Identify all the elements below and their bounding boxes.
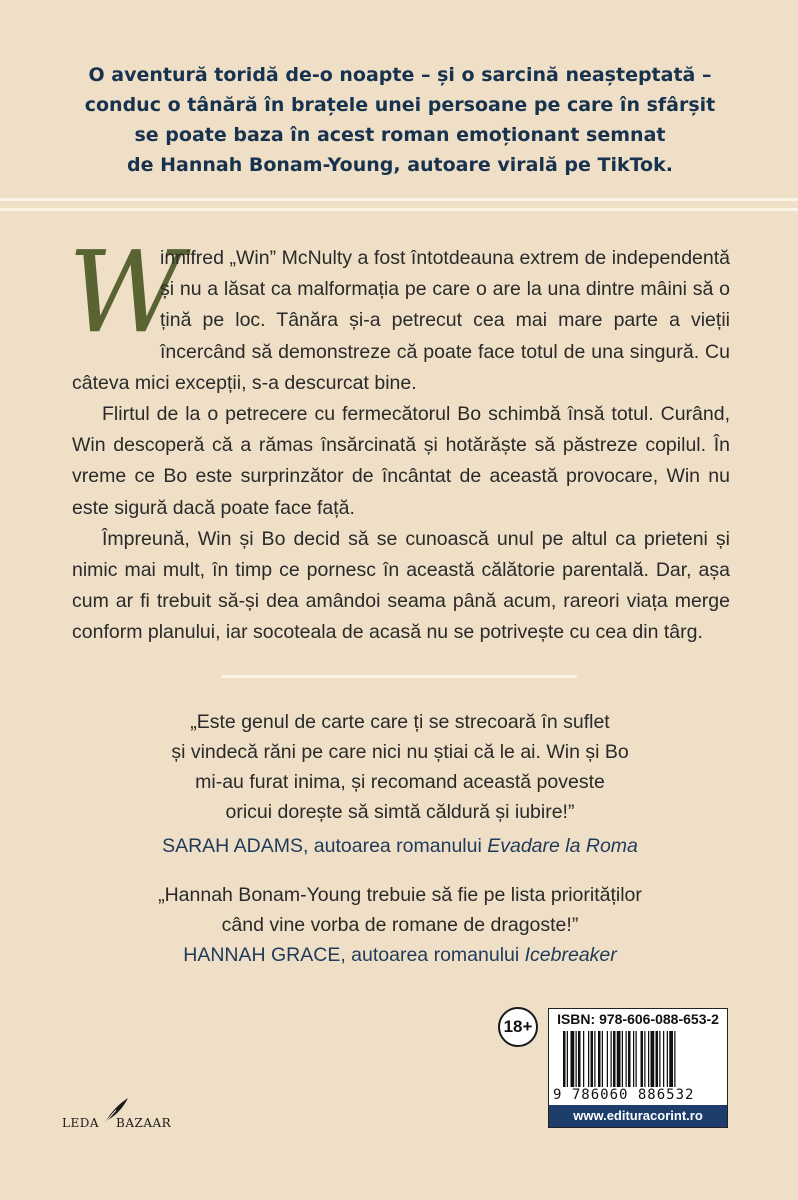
barcode-bar [611, 1031, 612, 1087]
publisher-name-right: BAZAAR [116, 1116, 172, 1130]
quote-line: oricui dorește să simtă căldură și iubire!” [225, 801, 575, 823]
quote-attribution [60, 831, 740, 861]
tagline [60, 60, 740, 180]
quote-line: „Este genul de carte care ți se strecoară în suflet [190, 711, 610, 733]
barcode-bar [644, 1031, 645, 1087]
attribution-book: Evadare la Roma [487, 835, 638, 857]
quote-attribution [60, 940, 740, 970]
isbn-digits: 9 786060 886532 [553, 1087, 695, 1103]
short-divider [221, 675, 577, 678]
quote-line: mi-au furat inima, și recomand această poveste [195, 771, 605, 793]
review-quote [60, 880, 740, 970]
tagline-line: conduc o tânără în brațele unei persoane pe care în sfârșit [84, 94, 716, 116]
attribution-book: Icebreaker [524, 944, 617, 966]
barcode-bar [607, 1031, 608, 1087]
barcode-bar [588, 1031, 589, 1087]
barcode-bar [617, 1031, 621, 1087]
barcode-bar [648, 1031, 649, 1087]
barcode-bar [622, 1031, 623, 1087]
barcode-bar [674, 1031, 675, 1087]
barcode-bar [598, 1031, 601, 1087]
divider-line [0, 198, 798, 201]
barcode-bar [567, 1031, 568, 1087]
barcode-bar [591, 1031, 594, 1087]
isbn-barcode-box [548, 1008, 728, 1128]
barcode-bar [663, 1031, 664, 1087]
synopsis-paragraph [68, 228, 730, 399]
barcode-bar [669, 1031, 673, 1087]
barcode-bar [576, 1031, 577, 1087]
tagline-line: se poate baza în acest roman emoționant semnat [134, 124, 666, 146]
age-rating-badge: 18+ [498, 1007, 538, 1047]
review-quote [60, 707, 740, 861]
barcode-bar [563, 1031, 566, 1087]
synopsis-paragraph: Flirtul de la o petrecere cu fermecătorul Bo schimbă însă totul. Curând, Win descoperă că a rămas însărcinată și hotărăște să păstreze copilul. În vreme ce Bo este surprinzător de încântat de această provocare, Win nu este sigură dacă poate face față. [72, 403, 730, 519]
barcode-bar [583, 1031, 584, 1087]
website-bar: www.edituracorint.ro [549, 1105, 727, 1127]
barcode-bar [602, 1031, 603, 1087]
quote-line: și vindecă răni pe care nici nu știai că le ai. Win și Bo [171, 741, 629, 763]
divider-line [0, 208, 798, 211]
synopsis [68, 228, 730, 649]
tagline-line: O aventură toridă de-o noapte – și o sarcină neașteptată – [88, 64, 712, 86]
publisher-logo [62, 1096, 182, 1136]
drop-cap: W [68, 228, 184, 358]
isbn-label: ISBN: 978-606-088-653-2 [557, 1011, 719, 1027]
barcode-bar [578, 1031, 581, 1087]
publisher-name-left: LEDA [62, 1116, 100, 1130]
barcode-bar [659, 1031, 660, 1087]
barcode-bar [667, 1031, 668, 1087]
barcode-bar [656, 1031, 659, 1087]
attribution-author: HANNAH GRACE, autoarea romanului [183, 944, 525, 966]
barcode-bar [633, 1031, 634, 1087]
barcode-bar [641, 1031, 644, 1087]
attribution-author: SARAH ADAMS, autoarea romanului [162, 835, 488, 857]
quote-line: „Hannah Bonam-Young trebuie să fie pe lista priorităților [158, 884, 642, 906]
barcode-bar [628, 1031, 631, 1087]
barcode-bar [651, 1031, 655, 1087]
barcode-bar [571, 1031, 575, 1087]
double-divider [0, 198, 798, 214]
synopsis-text: innifred „Win” McNulty a fost întotdeauna extrem de independentă și nu a lăsat ca malformația pe care o are la una dintre mâini să o țină pe loc. Tânăra și-a petrecut cea mai mare parte a vieții încercând să demonstreze că poate face totul de una singură. Cu câteva mici excepții, s-a descurcat bine. [72, 247, 730, 394]
synopsis-paragraph: Împreună, Win și Bo decid să se cunoască unul pe altul ca prieteni și nimic mai mult, în timp ce pornesc în această călătorie parentală. Dar, așa cum ar fi trebuit să-și dea amândoi seama până acum, rareori viața merge conform planului, iar socoteala de acasă nu se potrivește cu cea din târg. [72, 527, 730, 644]
barcode-bar [613, 1031, 616, 1087]
barcode-bar [594, 1031, 595, 1087]
barcode-bar [626, 1031, 627, 1087]
barcode-bar [636, 1031, 637, 1087]
tagline-line: de Hannah Bonam-Young, autoare virală pe TikTok. [127, 154, 673, 176]
quote-line: când vine vorba de romane de dragoste!” [221, 914, 579, 936]
barcode-icon [563, 1031, 723, 1087]
